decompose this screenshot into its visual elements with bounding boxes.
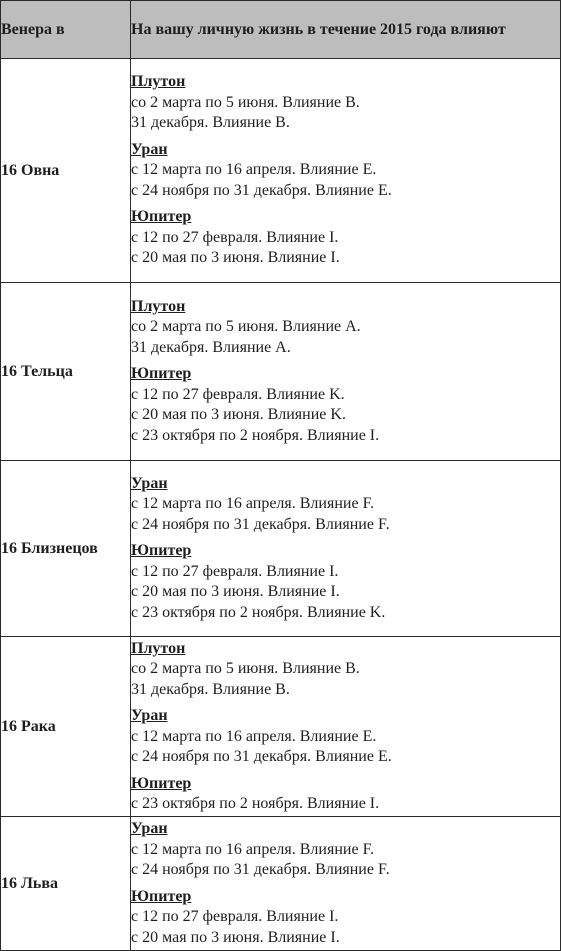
influence-period: 31 декабря. Влияние B. (131, 114, 290, 132)
influence-cell (131, 59, 561, 283)
planet-name: Плутон (131, 73, 186, 91)
planet-block (131, 541, 560, 623)
influence-period: с 12 по 27 февраля. Влияние I. (131, 228, 339, 246)
influence-period: с 12 по 27 февраля. Влияние I. (131, 908, 339, 925)
planet-name: Уран (131, 474, 168, 492)
venus-sign-cell: 16 Льва (1, 817, 131, 951)
influence-cell (131, 637, 561, 817)
influence-period: с 23 октября по 2 ноября. Влияние I. (131, 795, 380, 812)
influence-period: со 2 марта по 5 июня. Влияние B. (131, 93, 360, 111)
planet-block (131, 364, 560, 446)
table-row (1, 817, 561, 951)
influence-period: с 12 марта по 16 апреля. Влияние F. (131, 840, 375, 858)
planet-name: Уран (131, 820, 168, 837)
influence-period: с 23 октября по 2 ноября. Влияние K. (131, 603, 386, 621)
planet-name: Юпитер (131, 774, 192, 792)
header-sign-column: Венера в (1, 1, 131, 59)
planet-block (131, 207, 560, 269)
influence-period: с 12 по 27 февраля. Влияние K. (131, 385, 345, 403)
venus-sign-cell: 16 Близнецов (1, 461, 131, 637)
influence-cell (131, 283, 561, 461)
planet-name: Уран (131, 140, 168, 158)
planet-name: Юпитер (131, 887, 192, 905)
planet-block (131, 140, 560, 202)
venus-sign-cell: 16 Рака (1, 637, 131, 817)
planet-name: Уран (131, 707, 168, 724)
table-row (1, 637, 561, 817)
influence-period: со 2 марта по 5 июня. Влияние B. (131, 660, 360, 677)
planet-block (131, 297, 560, 359)
influence-period: с 24 ноября по 31 декабря. Влияние F. (131, 861, 390, 878)
header-influence-column: На вашу личную жизнь в течение 2015 года влияют (131, 1, 561, 59)
planet-name: Юпитер (131, 542, 192, 560)
planet-name: Юпитер (131, 208, 192, 226)
table-row (1, 59, 561, 283)
planet-block (131, 774, 560, 815)
influence-period: с 12 марта по 16 апреля. Влияние E. (131, 161, 377, 179)
influence-cell (131, 461, 561, 637)
planet-block (131, 72, 560, 134)
table-body (1, 59, 561, 951)
influence-period: с 24 ноября по 31 декабря. Влияние E. (131, 748, 392, 765)
influence-period: с 12 марта по 16 апреля. Влияние E. (131, 727, 377, 745)
planet-block (131, 819, 560, 881)
influence-cell (131, 817, 561, 951)
planet-name: Юпитер (131, 365, 192, 383)
influence-period: с 20 мая по 3 июня. Влияние I. (131, 583, 340, 601)
table-header-row (1, 1, 561, 59)
influence-period: с 20 мая по 3 июня. Влияние I. (131, 249, 340, 267)
influence-period: с 20 мая по 3 июня. Влияние I. (131, 928, 340, 946)
influence-period: с 12 по 27 февраля. Влияние I. (131, 562, 339, 580)
planet-block (131, 706, 560, 768)
planet-name: Плутон (131, 639, 186, 657)
influence-period: со 2 марта по 5 июня. Влияние A. (131, 318, 361, 336)
influence-period: 31 декабря. Влияние A. (131, 338, 291, 356)
influence-period: с 12 марта по 16 апреля. Влияние F. (131, 495, 375, 513)
influence-period: 31 декабря. Влияние B. (131, 680, 290, 698)
influence-period: с 23 октября по 2 ноября. Влияние I. (131, 426, 380, 444)
influence-period: с 20 мая по 3 июня. Влияние K. (131, 406, 346, 424)
table-row (1, 461, 561, 637)
venus-sign-cell: 16 Овна (1, 59, 131, 283)
planet-name: Плутон (131, 297, 186, 315)
venus-sign-cell: 16 Тельца (1, 283, 131, 461)
planet-block (131, 887, 560, 949)
influence-period: с 24 ноября по 31 декабря. Влияние E. (131, 181, 392, 199)
table-row (1, 283, 561, 461)
planet-block (131, 474, 560, 536)
influence-period: с 24 ноября по 31 декабря. Влияние F. (131, 515, 390, 533)
planet-block (131, 639, 560, 701)
